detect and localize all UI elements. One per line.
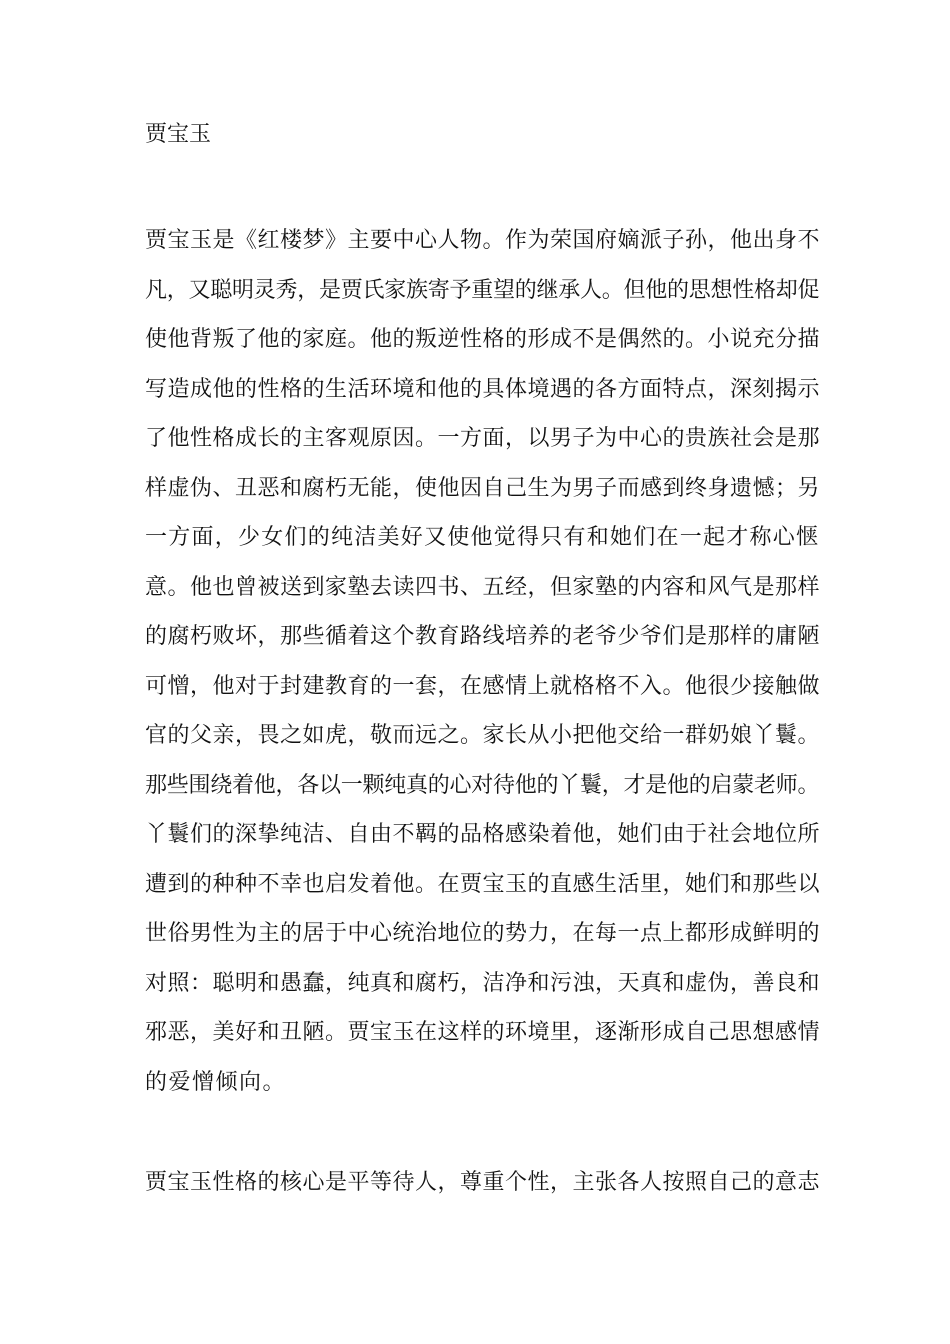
paragraph-line: 凡，又聪明灵秀，是贾氏家族寄予重望的继承人。但他的思想性格却促 — [145, 278, 820, 303]
paragraph-line: 那些围绕着他，各以一颗纯真的心对待他的丫鬟，才是他的启蒙老师。 — [145, 773, 820, 798]
paragraph-line: 的爱憎倾向。 — [145, 1070, 287, 1095]
paragraph-line: 了他性格成长的主客观原因。一方面，以男子为中心的贵族社会是那 — [145, 426, 821, 451]
paragraph-line: 世俗男性为主的居于中心统治地位的势力，在每一点上都形成鲜明的 — [145, 921, 821, 946]
paragraph-line: 贾宝玉是《红楼梦》主要中心人物。作为荣国府嫡派子孙，他出身不 — [145, 228, 821, 253]
paragraph-line: 样虚伪、丑恶和腐朽无能，使他因自己生为男子而感到终身遗憾；另 — [145, 476, 821, 501]
paragraph-line: 邪恶，美好和丑陋。贾宝玉在这样的环境里，逐渐形成自己思想感情 — [145, 1020, 821, 1045]
paragraph-line: 遭到的种种不幸也启发着他。在贾宝玉的直感生活里，她们和那些以 — [145, 872, 821, 897]
paragraph-line: 一方面，少女们的纯洁美好又使他觉得只有和她们在一起才称心惬 — [145, 525, 820, 550]
paragraph-line: 官的父亲，畏之如虎，敬而远之。家长从小把他交给一群奶娘丫鬟。 — [145, 723, 821, 748]
paragraph-line: 意。他也曾被送到家塾去读四书、五经，但家塾的内容和风气是那样 — [145, 575, 821, 600]
paragraph-line: 可憎，他对于封建教育的一套，在感情上就格格不入。他很少接触做 — [145, 674, 821, 699]
document-title: 贾宝玉 — [145, 122, 212, 147]
paragraph-line: 贾宝玉性格的核心是平等待人，尊重个性，主张各人按照自己的意志 — [145, 1170, 821, 1195]
paragraph-line: 丫鬟们的深挚纯洁、自由不羁的品格感染着他，她们由于社会地位所 — [145, 822, 821, 847]
paragraph-line: 的腐朽败坏，那些循着这个教育路线培养的老爷少爷们是那样的庸陋 — [145, 624, 821, 649]
paragraph-line: 使他背叛了他的家庭。他的叛逆性格的形成不是偶然的。小说充分描 — [145, 327, 821, 352]
paragraph-line: 写造成他的性格的生活环境和他的具体境遇的各方面特点，深刻揭示 — [145, 377, 821, 402]
paragraph-line: 对照：聪明和愚蠢，纯真和腐朽，洁净和污浊，天真和虚伪，善良和 — [145, 971, 821, 996]
